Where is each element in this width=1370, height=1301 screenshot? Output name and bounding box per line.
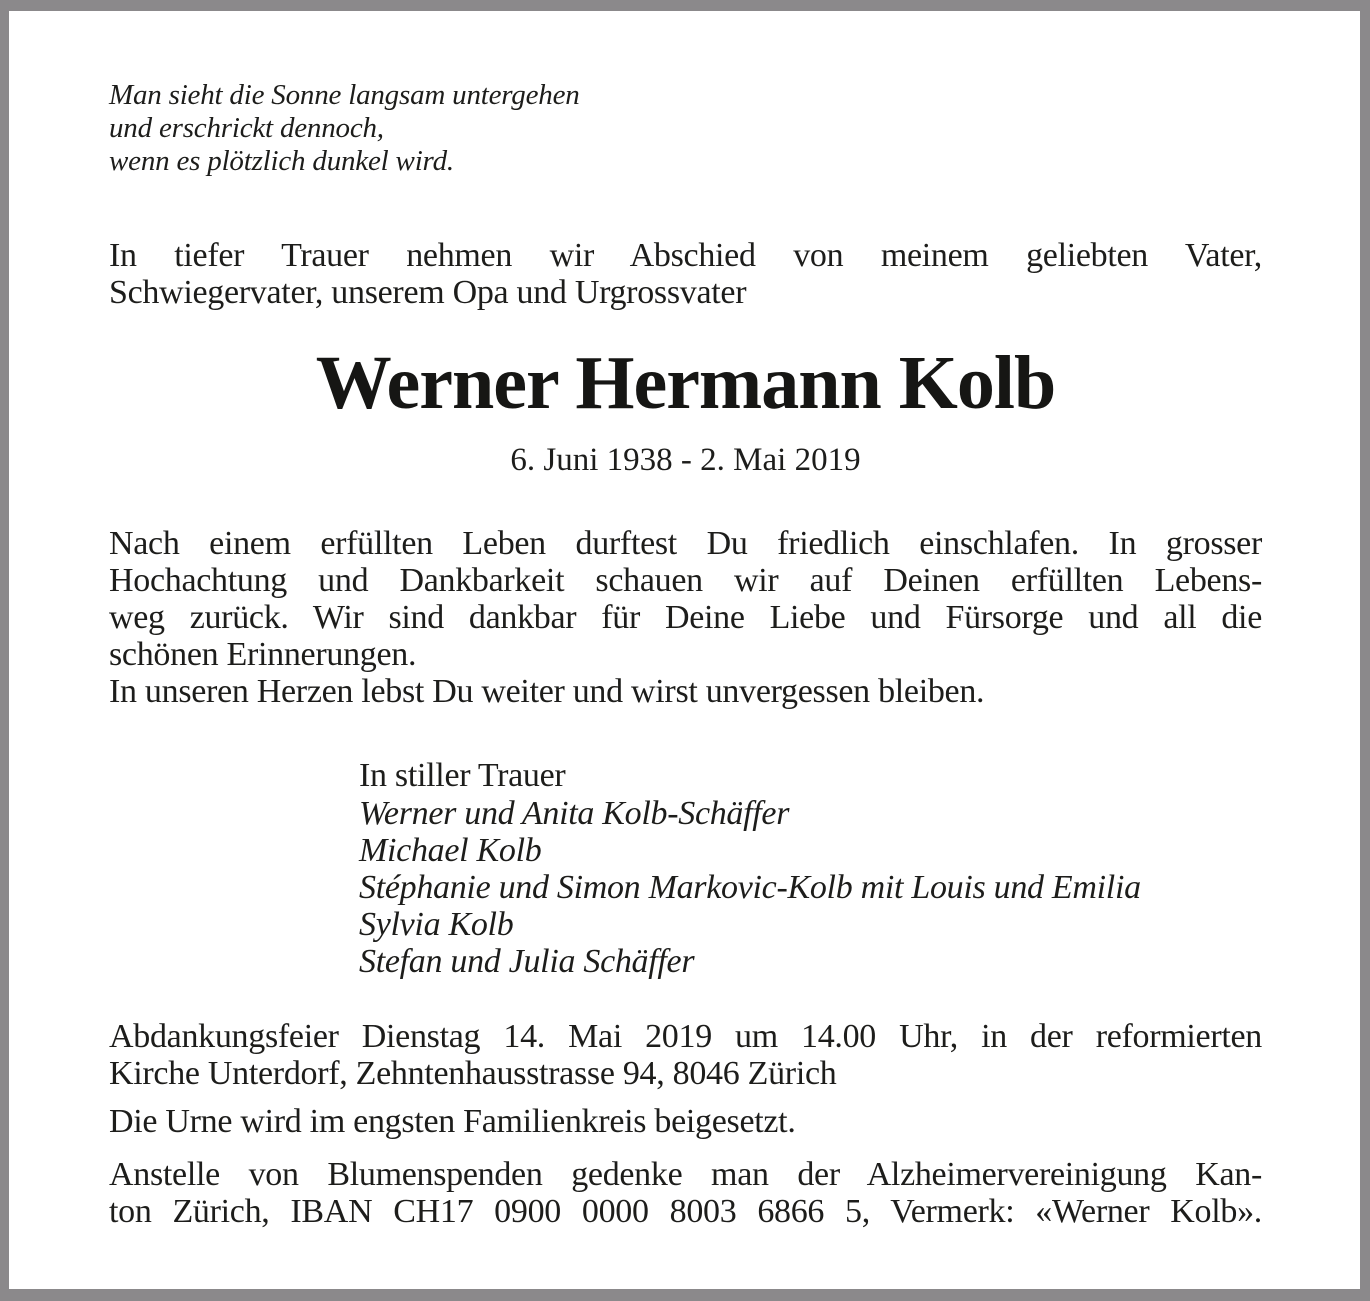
tribute-line: Nach einem erfüllten Leben durftest Du friedlich einschlafen. In grosser <box>109 525 1262 562</box>
donations-paragraph <box>109 1156 1262 1230</box>
tribute-line: weg zurück. Wir sind dankbar für Deine Liebe und Fürsorge und all die <box>109 599 1262 636</box>
service-paragraph <box>109 1018 1262 1092</box>
tribute-line: schönen Erinnerungen. <box>109 636 417 673</box>
burial-line: Die Urne wird im engsten Familienkreis beigesetzt. <box>109 1103 796 1140</box>
life-dates: 6. Juni 1938 - 2. Mai 2019 <box>510 442 861 478</box>
deceased-name: Werner Hermann Kolb <box>315 341 1056 425</box>
donations-line: Anstelle von Blumenspenden gedenke man der Alzheimervereinigung Kan- <box>109 1156 1262 1193</box>
service-line: Kirche Unterdorf, Zehntenhausstrasse 94, 8046 Zürich <box>109 1055 837 1092</box>
intro-line: In tiefer Trauer nehmen wir Abschied von meinem geliebten Vater, <box>109 237 1262 274</box>
tribute-line: Hochachtung und Dankbarkeit schauen wir auf Deinen erfüllten Lebens- <box>109 562 1262 599</box>
mourner-name: Sylvia Kolb <box>359 906 514 943</box>
mourners-heading: In stiller Trauer <box>359 757 566 794</box>
mourner-name: Stefan und Julia Schäffer <box>359 943 695 980</box>
mourner-names-list <box>359 795 1262 980</box>
mourner-name: Werner und Anita Kolb-Schäffer <box>359 795 790 832</box>
service-line: Abdankungsfeier Dienstag 14. Mai 2019 um 14.00 Uhr, in der reformierten <box>109 1018 1262 1055</box>
epigraph-line: Man sieht die Sonne langsam untergehen <box>109 79 580 111</box>
intro-line: Schwiegervater, unserem Opa und Urgrossvater <box>109 274 747 311</box>
epigraph-line: und erschrickt dennoch, <box>109 112 384 144</box>
mourner-name: Michael Kolb <box>359 832 542 869</box>
mourner-name: Stéphanie und Simon Markovic-Kolb mit Louis und Emilia <box>359 869 1141 906</box>
tribute-paragraph <box>109 525 1262 710</box>
epigraph-line: wenn es plötzlich dunkel wird. <box>109 145 454 177</box>
obituary-sheet <box>9 11 1360 1289</box>
intro-paragraph <box>109 237 1262 311</box>
donations-line: ton Zürich, IBAN CH17 0900 0000 8003 6866 5, Vermerk: «Werner Kolb». <box>109 1193 1262 1230</box>
epigraph <box>109 79 1262 178</box>
tribute-line: In unseren Herzen lebst Du weiter und wirst unvergessen bleiben. <box>109 673 985 710</box>
mourners-section <box>359 757 1262 980</box>
burial-paragraph <box>109 1103 1262 1140</box>
